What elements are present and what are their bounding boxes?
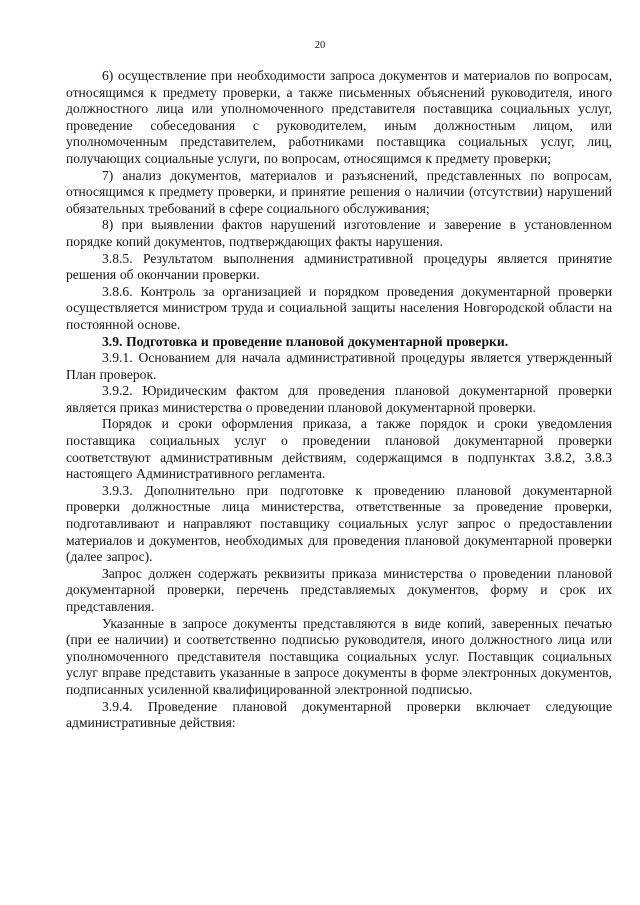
paragraph-order-terms: Порядок и сроки оформления приказа, а также порядок и сроки уведомления поставщика социальных услуг о проведении плановой документарной проверки соответствуют административным действиям, содержащимся в подпунктах 3.8.2, 3.8.3 настоящего Административного регламента. [66, 416, 612, 482]
paragraph-3-9-1: 3.9.1. Основанием для начала административной процедуры является утвержденный План проверок. [66, 350, 612, 382]
paragraph-3-8-5: 3.8.5. Результатом выполнения административной процедуры является принятие решения об окончании проверки. [66, 250, 612, 283]
paragraph-item-8: 8) при выявлении фактов нарушений изготовление и заверение в установленном порядке копий документов, подтверждающих факты нарушения. [66, 217, 612, 249]
section-heading-3-9: 3.9. Подготовка и проведение плановой документарной проверки. [102, 333, 509, 349]
paragraph-request-content: Запрос должен содержать реквизиты приказа министерства о проведении плановой документарной проверки, перечень представляемых документов, форму и срок их представления. [66, 565, 612, 614]
page-number: 20 [314, 40, 326, 51]
paragraph-request-documents: Указанные в запросе документы представляются в виде копий, заверенных печатью (при ее наличии) и соответственно подписью руководителя, иного должностного лица или уполномоченного представителя поставщика социальных услуг. Поставщик социальных услуг вправе представить указанные в запросе документы в форме электронных документов, подписанных усиленной квалифицированной электронной подписью. [66, 615, 612, 697]
paragraph-item-6: 6) осуществление при необходимости запроса документов и материалов по вопросам, относящимся к предмету проверки, а также письменных объяснений руководителя, иного должностного лица или уполномоченного представителя поставщика социальных услуг, проведение собеседования с руководителем, иным должностным лицом, или уполномоченным представителем, работниками поставщика социальных услуг, лиц, получающих социальные услуги, по вопросам, относящимся к предмету проверки; [66, 68, 612, 166]
paragraph-3-9-2: 3.9.2. Юридическим фактом для проведения плановой документарной проверки является приказ министерства о проведении плановой документарной проверки. [66, 383, 612, 415]
paragraph-3-8-6: 3.8.6. Контроль за организацией и порядком проведения документарной проверки осуществляется министром труда и социальной защиты населения Новгородской области на постоянной основе. [66, 283, 612, 332]
paragraph-item-7: 7) анализ документов, материалов и разъяснений, представленных по вопросам, относящимся к предмету проверки, и принятие решения о наличии (отсутствии) нарушений обязательных требований в сфере социального обслуживания; [66, 167, 612, 216]
paragraph-3-9-3: 3.9.3. Дополнительно при подготовке к проведению плановой документарной проверки должностные лица министерства, ответственные за проведение проверки, подготавливают и направляют поставщику социальных услуг запрос о предоставлении материалов и документов, необходимых для проведения плановой документарной проверки (далее запрос). [66, 482, 612, 565]
paragraph-3-9-4: 3.9.4. Проведение плановой документарной проверки включает следующие административные действия: [66, 698, 612, 731]
document-body [66, 68, 612, 732]
